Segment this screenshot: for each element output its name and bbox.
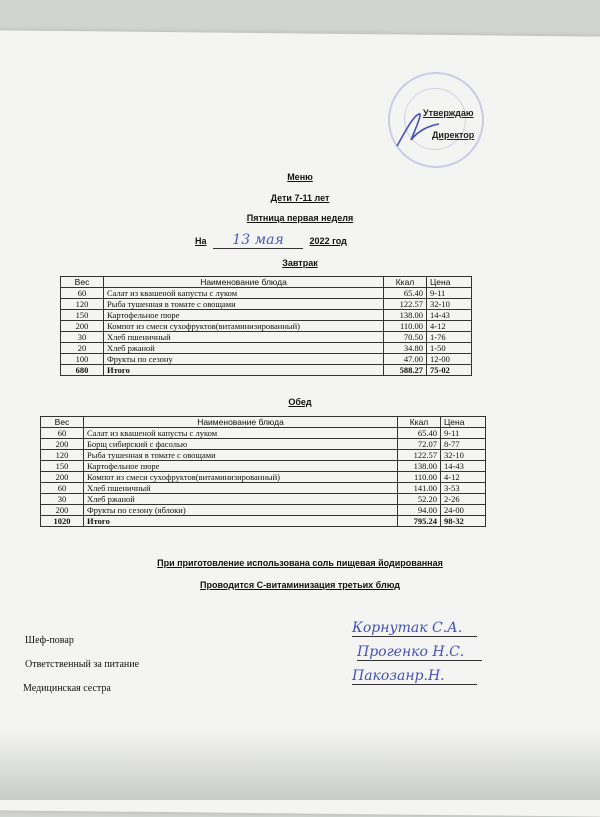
cell-weight: 60 bbox=[41, 428, 84, 439]
table-row bbox=[41, 483, 486, 494]
date-line bbox=[195, 232, 347, 249]
col-kcal: Ккал bbox=[384, 277, 427, 288]
cell-kcal: 141.00 bbox=[398, 483, 441, 494]
cell-price: 14-43 bbox=[427, 310, 472, 321]
cell-dish: Рыба тушенная в томате с овощами bbox=[84, 450, 398, 461]
table-header bbox=[61, 277, 472, 288]
day-label: Пятница первая неделя bbox=[246, 213, 354, 223]
cell-dish: Картофельное пюре bbox=[84, 461, 398, 472]
table-row bbox=[61, 321, 472, 332]
table-row bbox=[61, 343, 472, 354]
cell-kcal: 65.40 bbox=[398, 428, 441, 439]
table-row bbox=[41, 428, 486, 439]
cell-kcal: 138.00 bbox=[384, 310, 427, 321]
cell-price: 32-10 bbox=[441, 450, 486, 461]
cell-dish: Хлеб ржаной bbox=[104, 343, 384, 354]
table-row bbox=[41, 461, 486, 472]
cell-dish: Хлеб ржаной bbox=[84, 494, 398, 505]
cell-price: 3-53 bbox=[441, 483, 486, 494]
table-row bbox=[61, 299, 472, 310]
table-row bbox=[61, 310, 472, 321]
table-row bbox=[41, 439, 486, 450]
table-row bbox=[61, 288, 472, 299]
col-kcal: Ккал bbox=[398, 417, 441, 428]
col-price: Цена bbox=[441, 417, 486, 428]
cell-dish: Хлеб пшеничный bbox=[84, 483, 398, 494]
table-row bbox=[41, 505, 486, 516]
breakfast-table bbox=[60, 276, 472, 376]
table-row bbox=[41, 494, 486, 505]
cell-price: 1-76 bbox=[427, 332, 472, 343]
breakfast-title: Завтрак bbox=[282, 258, 318, 268]
col-dish: Наименование блюда bbox=[104, 277, 384, 288]
col-weight: Вес bbox=[61, 277, 104, 288]
cell-dish: Салат из квашеной капусты с луком bbox=[84, 428, 398, 439]
cell-price: 2-26 bbox=[441, 494, 486, 505]
cell-weight: 120 bbox=[41, 450, 84, 461]
total-kcal: 795.24 bbox=[398, 516, 441, 527]
cell-kcal: 52.20 bbox=[398, 494, 441, 505]
date-handwritten: 13 мая bbox=[213, 232, 303, 249]
cell-kcal: 34.80 bbox=[384, 343, 427, 354]
col-weight: Вес bbox=[41, 417, 84, 428]
cell-dish: Фрукты по сезону bbox=[104, 354, 384, 365]
cell-dish: Фрукты по сезону (яблоки) bbox=[84, 505, 398, 516]
cell-weight: 60 bbox=[41, 483, 84, 494]
table-row bbox=[41, 472, 486, 483]
total-kcal: 588.27 bbox=[384, 365, 427, 376]
cell-price: 8-77 bbox=[441, 439, 486, 450]
table-row bbox=[61, 332, 472, 343]
date-suffix: 2022 год bbox=[309, 236, 347, 246]
cell-weight: 30 bbox=[41, 494, 84, 505]
table-row bbox=[61, 354, 472, 365]
shadow bbox=[0, 730, 600, 800]
cell-price: 9-11 bbox=[427, 288, 472, 299]
cell-weight: 60 bbox=[61, 288, 104, 299]
col-price: Цена bbox=[427, 277, 472, 288]
cell-price: 9-11 bbox=[441, 428, 486, 439]
cell-weight: 200 bbox=[61, 321, 104, 332]
vitamin-note: Проводится С-витаминизация третьих блюд bbox=[200, 580, 400, 590]
director-label: Директор bbox=[432, 130, 475, 140]
signature-chef: Корнутак С.А. bbox=[352, 620, 477, 637]
cell-weight: 100 bbox=[61, 354, 104, 365]
cell-dish: Компот из смеси сухофруктов(витаминизированный) bbox=[84, 472, 398, 483]
table-row bbox=[41, 450, 486, 461]
total-weight: 680 bbox=[61, 365, 104, 376]
cell-kcal: 110.00 bbox=[384, 321, 427, 332]
cell-weight: 200 bbox=[41, 505, 84, 516]
salt-note: При приготовление использована соль пищевая йодированная bbox=[157, 558, 443, 568]
total-row bbox=[41, 516, 486, 527]
cell-kcal: 94.00 bbox=[398, 505, 441, 516]
date-prefix: На bbox=[195, 236, 207, 246]
signature-nurse: Пакозанр.Н. bbox=[352, 668, 477, 685]
cell-weight: 30 bbox=[61, 332, 104, 343]
total-label: Итого bbox=[104, 365, 384, 376]
cell-weight: 120 bbox=[61, 299, 104, 310]
cell-dish: Хлеб пшеничный bbox=[104, 332, 384, 343]
signature-nutrition: Прогенко Н.С. bbox=[357, 644, 482, 661]
cell-dish: Картофельное пюре bbox=[104, 310, 384, 321]
cell-kcal: 110.00 bbox=[398, 472, 441, 483]
cell-price: 4-12 bbox=[441, 472, 486, 483]
menu-title: Меню bbox=[287, 172, 313, 182]
cell-price: 14-43 bbox=[441, 461, 486, 472]
cell-weight: 150 bbox=[61, 310, 104, 321]
total-weight: 1020 bbox=[41, 516, 84, 527]
cell-dish: Борщ сибирский с фасолью bbox=[84, 439, 398, 450]
lunch-table bbox=[40, 416, 486, 527]
age-group: Дети 7-11 лет bbox=[270, 193, 330, 203]
cell-weight: 150 bbox=[41, 461, 84, 472]
total-row bbox=[61, 365, 472, 376]
role-nutrition: Ответственный за питание bbox=[25, 659, 140, 670]
cell-weight: 200 bbox=[41, 472, 84, 483]
cell-kcal: 70.50 bbox=[384, 332, 427, 343]
table-header bbox=[41, 417, 486, 428]
col-dish: Наименование блюда bbox=[84, 417, 398, 428]
total-price: 75-02 bbox=[427, 365, 472, 376]
cell-weight: 20 bbox=[61, 343, 104, 354]
total-price: 98-32 bbox=[441, 516, 486, 527]
cell-kcal: 47.00 bbox=[384, 354, 427, 365]
cell-kcal: 65.40 bbox=[384, 288, 427, 299]
cell-weight: 200 bbox=[41, 439, 84, 450]
cell-price: 1-50 bbox=[427, 343, 472, 354]
lunch-title: Обед bbox=[288, 397, 312, 407]
cell-kcal: 72.07 bbox=[398, 439, 441, 450]
cell-price: 4-12 bbox=[427, 321, 472, 332]
cell-dish: Компот из смеси сухофруктов(витаминизированный) bbox=[104, 321, 384, 332]
cell-dish: Салат из квашеной капусты с луком bbox=[104, 288, 384, 299]
approve-label: Утверждаю bbox=[423, 108, 474, 118]
role-nurse: Медицинская сестра bbox=[23, 683, 111, 694]
total-label: Итого bbox=[84, 516, 398, 527]
role-chef: Шеф-повар bbox=[25, 635, 74, 646]
cell-price: 24-00 bbox=[441, 505, 486, 516]
cell-kcal: 122.57 bbox=[398, 450, 441, 461]
cell-kcal: 138.00 bbox=[398, 461, 441, 472]
cell-dish: Рыба тушенная в томате с овощами bbox=[104, 299, 384, 310]
cell-kcal: 122.57 bbox=[384, 299, 427, 310]
cell-price: 32-10 bbox=[427, 299, 472, 310]
cell-price: 12-00 bbox=[427, 354, 472, 365]
